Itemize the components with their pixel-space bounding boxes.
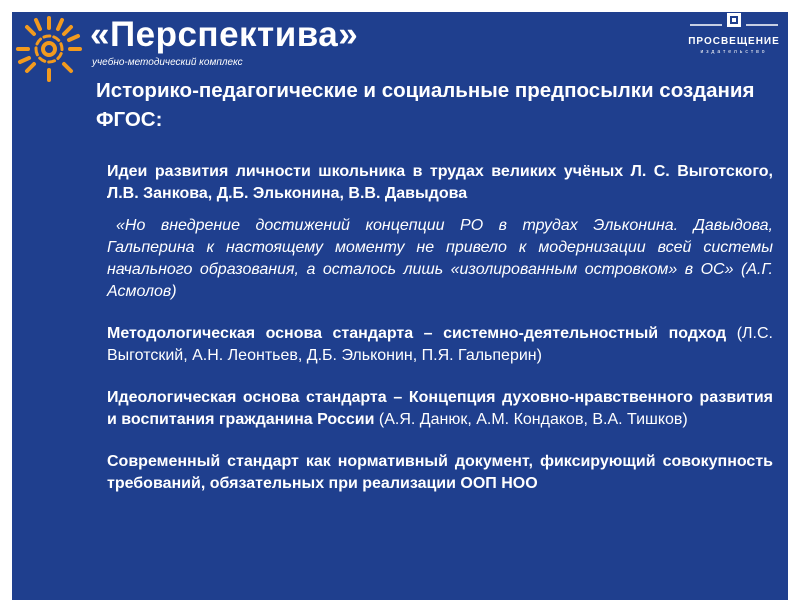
brand-title: «Перспектива» <box>90 15 359 54</box>
slide-content <box>107 161 773 495</box>
methodology-authors: (Л.С. Выготский, А.Н. Леонтьев, Д.Б. Эльконин, П.Я. Гальперин) <box>107 325 774 364</box>
paragraph-ideology <box>107 387 773 431</box>
publisher-name: ПРОСВЕЩЕНИЕ <box>688 36 780 47</box>
sun-logo-icon <box>14 14 84 84</box>
ideology-bold: Идеологическая основа стандарта – Концепция духовно-нравственного развития и воспитания гражданина России <box>107 389 773 428</box>
paragraph-methodology <box>107 323 773 367</box>
methodology-bold: Методологическая основа стандарта – системно-деятельностный подход <box>107 325 727 342</box>
publisher-subtitle: издательство <box>700 49 768 55</box>
slide-heading: Историко-педагогические и социальные предпосылки создания ФГОС: <box>96 79 755 131</box>
asmolov-quote: «Но внедрение достижений концепции РО в трудах Эльконина. Давыдова, Гальперина к настоящему моменту не привело к модернизации всей системы начального образования, а осталось лишь «изолированным островком» в ОС» (А.Г. Асмолов) <box>107 217 773 300</box>
brand-subtitle: учебно-методический комплекс <box>92 57 243 68</box>
paragraph-ideas: Идеи развития личности школьника в трудах великих учёных Л. С. Выготского, Л.В. Занкова, Д.Б. Эльконина, В.В. Давыдова <box>107 163 773 202</box>
ideology-authors: (А.Я. Данюк, А.М. Кондаков, В.А. Тишков) <box>374 411 688 428</box>
publisher-logo <box>684 10 784 56</box>
publisher-emblem-icon <box>684 10 784 36</box>
paragraph-standard: Современный стандарт как нормативный документ, фиксирующий совокупность требований, обязательных при реализации ООП НОО <box>107 453 773 492</box>
